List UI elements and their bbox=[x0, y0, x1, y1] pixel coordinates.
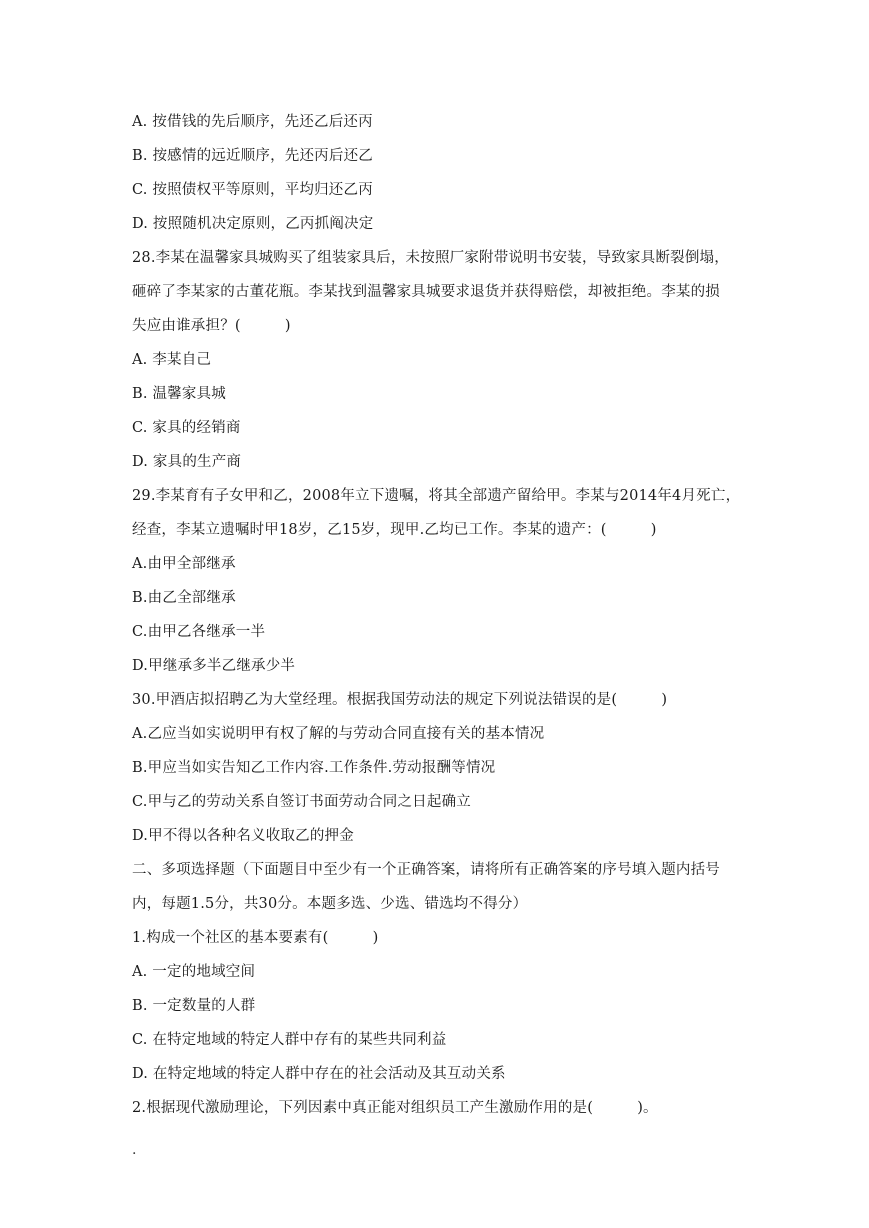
question-29-line-2: 经查，李某立遗嘱时甲18岁，乙15岁，现甲.乙均已工作。李某的遗产：( ) bbox=[132, 522, 657, 538]
footer-dot: . bbox=[132, 1142, 137, 1158]
option-29-c: C.由甲乙各继承一半 bbox=[132, 624, 266, 640]
option-28-d: D. 家具的生产商 bbox=[132, 454, 242, 470]
multi-question-1: 1.构成一个社区的基本要素有( ) bbox=[132, 930, 379, 946]
option-29-a: A.由甲全部继承 bbox=[132, 556, 236, 572]
multi-option-1-a: A. 一定的地域空间 bbox=[132, 964, 256, 980]
option-28-b: B. 温馨家具城 bbox=[132, 386, 226, 402]
option-27-d: D. 按照随机决定原则，乙丙抓阄决定 bbox=[132, 216, 374, 232]
option-27-c: C. 按照债权平等原则，平均归还乙丙 bbox=[132, 182, 373, 198]
section-heading-line-2: 内，每题1.5分，共30分。本题多选、少选、错选均不得分） bbox=[132, 896, 528, 912]
option-29-d: D.甲继承多半乙继承少半 bbox=[132, 658, 296, 674]
question-28-line-2: 砸碎了李某家的古董花瓶。李某找到温馨家具城要求退货并获得赔偿，却被拒绝。李某的损 bbox=[132, 284, 720, 300]
question-28-line-3: 失应由谁承担？( ) bbox=[132, 318, 291, 334]
option-29-b: B.由乙全部继承 bbox=[132, 590, 236, 606]
option-30-a: A.乙应当如实说明甲有权了解的与劳动合同直接有关的基本情况 bbox=[132, 726, 545, 742]
question-30: 30.甲酒店拟招聘乙为大堂经理。根据我国劳动法的规定下列说法错误的是( ) bbox=[132, 692, 668, 708]
option-28-c: C. 家具的经销商 bbox=[132, 420, 241, 436]
multi-question-2: 2.根据现代激励理论，下列因素中真正能对组织员工产生激励作用的是( )。 bbox=[132, 1100, 658, 1116]
option-30-b: B.甲应当如实告知乙工作内容.工作条件.劳动报酬等情况 bbox=[132, 760, 496, 776]
multi-option-1-c: C. 在特定地域的特定人群中存有的某些共同利益 bbox=[132, 1032, 447, 1048]
option-27-a: A. 按借钱的先后顺序，先还乙后还丙 bbox=[132, 114, 373, 130]
multi-option-1-b: B. 一定数量的人群 bbox=[132, 998, 256, 1014]
multi-option-1-d: D. 在特定地域的特定人群中存在的社会活动及其互动关系 bbox=[132, 1066, 506, 1082]
section-heading-line-1: 二、多项选择题（下面题目中至少有一个正确答案，请将所有正确答案的序号填入题内括号 bbox=[132, 862, 720, 878]
question-28-line-1: 28.李某在温馨家具城购买了组装家具后，未按照厂家附带说明书安装，导致家具断裂倒塌， bbox=[132, 250, 729, 266]
question-29-line-1: 29.李某育有子女甲和乙，2008年立下遗嘱，将其全部遗产留给甲。李某与2014年4月死亡， bbox=[132, 488, 741, 504]
option-30-d: D.甲不得以各种名义收取乙的押金 bbox=[132, 828, 354, 844]
option-28-a: A. 李某自己 bbox=[132, 352, 212, 368]
option-30-c: C.甲与乙的劳动关系自签订书面劳动合同之日起确立 bbox=[132, 794, 471, 810]
option-27-b: B. 按感情的远近顺序，先还丙后还乙 bbox=[132, 148, 373, 164]
